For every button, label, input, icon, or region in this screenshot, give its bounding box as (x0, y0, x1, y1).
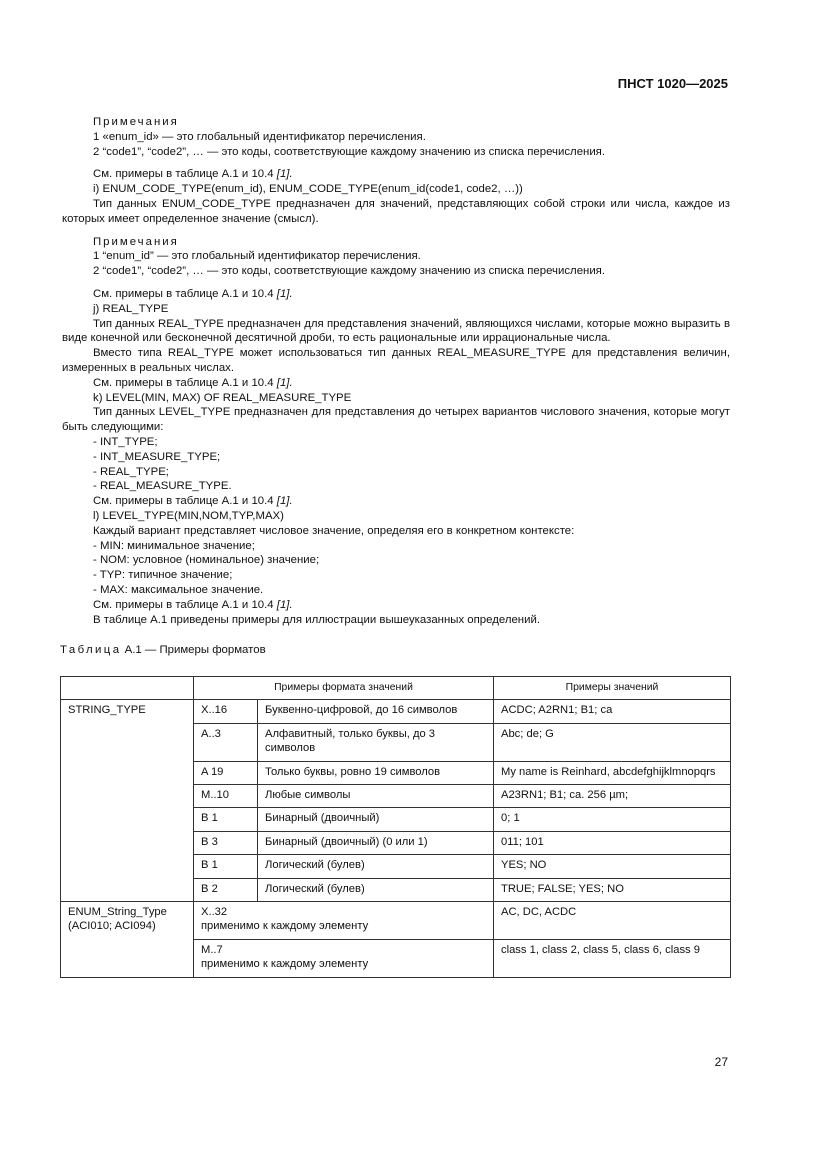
code-cell: B 1 (194, 855, 258, 878)
desc-cell: Только буквы, ровно 19 символов (258, 761, 494, 784)
table-row (61, 902, 731, 940)
see-reference: См. примеры в таблице А.1 и 10.4 [1]. (93, 495, 293, 508)
example-cell: YES; NO (494, 855, 731, 878)
example-cell: TRUE; FALSE; YES; NO (494, 878, 731, 901)
example-cell: class 1, class 2, class 5, class 6, class 9 (494, 939, 731, 977)
paragraph: Тип данных LEVEL_TYPE предназначен для представления до четырех вариантов числового значения, которые могут быть следующими: (62, 406, 730, 434)
see-reference: См. примеры в таблице А.1 и 10.4 [1]. (93, 168, 293, 181)
example-cell: 0; 1 (494, 808, 731, 831)
list-item: - INT_TYPE; (93, 435, 158, 448)
type-cell: STRING_TYPE (61, 700, 194, 902)
paragraph: Тип данных ENUM_CODE_TYPE предназначен для значений, представляющих собой строки или числа, каждое из которых имеет определенное значение (смысл). (62, 197, 730, 225)
code-text: X..32 (201, 906, 228, 919)
desc-cell: Бинарный (двоичный) (258, 808, 494, 831)
item-heading-i: i) ENUM_CODE_TYPE(enum_id), ENUM_CODE_TYPE(enum_id(code1, code2, …)) (93, 183, 523, 196)
note-item: 2 “code1”, “code2”, … — это коды, соответствующие каждому значению из списка перечисления. (93, 145, 606, 158)
desc-cell: Бинарный (двоичный) (0 или 1) (258, 831, 494, 854)
note-text: применимо к каждому элементу (201, 958, 369, 971)
code-cell: X..16 (194, 700, 258, 723)
see-reference: См. примеры в таблице А.1 и 10.4 [1]. (93, 598, 293, 611)
page-number: 27 (714, 1055, 728, 1069)
document-id: ПНСТ 1020—2025 (617, 76, 728, 91)
code-cell: B 3 (194, 831, 258, 854)
type-cell (61, 902, 194, 978)
code-cell: B 1 (194, 808, 258, 831)
note-title: Примечания (93, 116, 179, 128)
example-cell: A23RN1; B1; ca. 256 µm; (494, 785, 731, 808)
note-item: 1 «enum_id» — это глобальный идентификатор перечисления. (93, 130, 426, 143)
note-title: Примечания (93, 235, 179, 248)
code-cell: A..3 (194, 723, 258, 761)
paragraph: В таблице А.1 приведены примеры для иллюстрации вышеуказанных определений. (93, 613, 540, 626)
list-item: - REAL_MEASURE_TYPE. (93, 480, 232, 493)
desc-cell: Алфавитный, только буквы, до 3 символов (258, 723, 494, 761)
table-caption: Таблица А.1 — Примеры форматов (60, 644, 266, 657)
list-item: - NOM: условное (номинальное) значение; (93, 554, 320, 567)
body-text (62, 115, 730, 658)
format-cell (194, 902, 494, 940)
item-heading-j: j) REAL_TYPE (93, 302, 169, 315)
list-item: - MAX: максимальное значение. (93, 583, 264, 596)
note-item: 1 “enum_id” — это глобальный идентификатор перечисления. (93, 250, 421, 263)
example-cell: My name is Reinhard, abcdefghijklmnopqrs (494, 761, 731, 784)
note-text: применимо к каждому элементу (201, 920, 369, 933)
list-item: - TYP: типичное значение; (93, 569, 233, 582)
list-item: - INT_MEASURE_TYPE; (93, 450, 221, 463)
example-cell: 011; 101 (494, 831, 731, 854)
table-header-row (61, 677, 731, 700)
paragraph: Каждый вариант представляет числовое значение, определяя его в конкретном контексте: (93, 524, 575, 537)
paragraph: Тип данных REAL_TYPE предназначен для представления значений, являющихся числами, которые можно выразить в виде конечной или бесконечной десятичной дроби, то есть рациональные или иррациональные числа. (62, 317, 730, 345)
desc-cell: Любые символы (258, 785, 494, 808)
type-name: ENUM_String_Type (68, 906, 167, 919)
code-cell: M..10 (194, 785, 258, 808)
desc-cell: Логический (булев) (258, 855, 494, 878)
type-ids: (ACI010; ACI094) (68, 920, 156, 933)
list-item: - MIN: минимальное значение; (93, 539, 255, 552)
header-values: Примеры значений (494, 677, 731, 700)
table-row (61, 700, 731, 723)
example-cell: AC, DC, ACDC (494, 902, 731, 940)
header-format: Примеры формата значений (194, 677, 494, 700)
formats-table (60, 676, 731, 978)
example-cell: Abc; de; G (494, 723, 731, 761)
item-heading-k: k) LEVEL(MIN, MAX) OF REAL_MEASURE_TYPE (93, 391, 352, 404)
note-item: 2 “code1”, “code2”, … — это коды, соответствующие каждому значению из списка перечисления. (93, 265, 606, 278)
item-heading-l: l) LEVEL_TYPE(MIN,NOM,TYP,MAX) (93, 509, 284, 522)
code-cell: B 2 (194, 878, 258, 901)
format-cell (194, 939, 494, 977)
list-item: - REAL_TYPE; (93, 465, 169, 478)
paragraph: Вместо типа REAL_TYPE может использоваться тип данных REAL_MEASURE_TYPE для представления величин, измеренных в реальных числах. (62, 347, 730, 374)
desc-cell: Буквенно-цифровой, до 16 символов (258, 700, 494, 723)
code-text: M..7 (201, 943, 223, 956)
see-reference: См. примеры в таблице А.1 и 10.4 [1]. (93, 287, 293, 300)
example-cell: ACDC; A2RN1; B1; ca (494, 700, 731, 723)
see-reference: См. примеры в таблице А.1 и 10.4 [1]. (93, 376, 293, 389)
desc-cell: Логический (булев) (258, 878, 494, 901)
header-empty (61, 677, 194, 700)
code-cell: A 19 (194, 761, 258, 784)
